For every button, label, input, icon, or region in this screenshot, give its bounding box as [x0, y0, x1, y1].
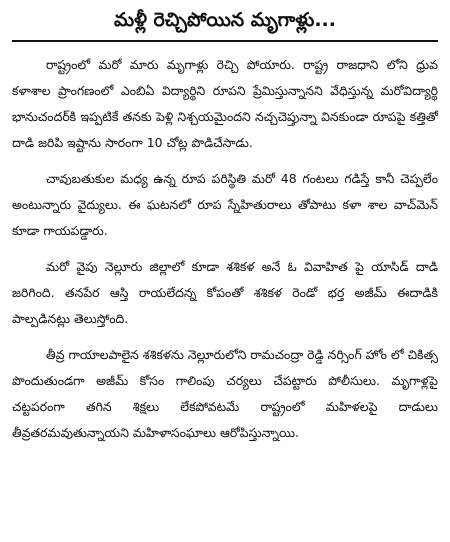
paragraph-3: మరో వైపు నెల్లూరు జిల్లాలో కూడా శశికళ అనే ఓ వివాహిత పై యాసిడ్ దాడి జరిగింది. తనపేర ఆస్తి రాయలేదన్న కోపంతో శశికళ రెండో భర్త అజీమ్ ఈదాడికి పాల్పడినట్లు తెలుస్తోంది. — [12, 259, 438, 326]
headline-divider — [12, 40, 438, 42]
paragraph-2: చావుబతుకుల మధ్య ఉన్న రూప పరిస్థితి మరో 48 గంటలు గడిస్తే కానీ చెప్పలేం అంటున్నారు వైద్యులు. ఈ ఘటనలో రూప స్నేహితురాలు తోపాటు కళా శాల వాచ్‌మెన్ కూడా గాయపడ్డారు. — [12, 171, 438, 238]
paragraph-1: రాష్ట్రంలో మరో మారు మృగాళ్లు రెచ్చి పోయారు. రాష్ట్ర రాజధాని లోని ధ్రువ కళాశాల ప్రాంగణంలో ఎంబిఏ విద్యార్థిని రూపని ప్రేమిస్తున్నానని వేధిస్తున్న మరోవిద్యార్థి భానుచందర్‌కి ఇప్పటికే తనకు పెళ్లి నిశ్చయమైందని నచ్చచెప్తున్నా వినకుండా రూపపై కత్తితో దాడి జరిపి ఇష్టాను సారంగా 10 చోట్ల పొడిచేసాడు. — [12, 57, 438, 150]
paragraph-4: తీవ్ర గాయాలపాలైన శశికళను నెల్లూరులోని రామచంద్రా రెడ్డి నర్సింగ్ హోం లో చికిత్స పొందుతుండగా అజీమ్ కోసం గాలింపు చర్యలు చేపట్టారు పోలీసులు. మృగాళ్లపై చట్టపరంగా తగిన శిక్షలు లేకపోవటమే రాష్ట్రంలో మహిళలపై దాడులు తీవ్రతరమవుతున్నాయని మహిళాసంఘాలు ఆరోపిస్తున్నాయి. — [12, 347, 438, 440]
article-body — [12, 52, 438, 446]
headline: మళ్లీ రెచ్చిపోయిన మృగాళ్లు... — [114, 9, 336, 31]
